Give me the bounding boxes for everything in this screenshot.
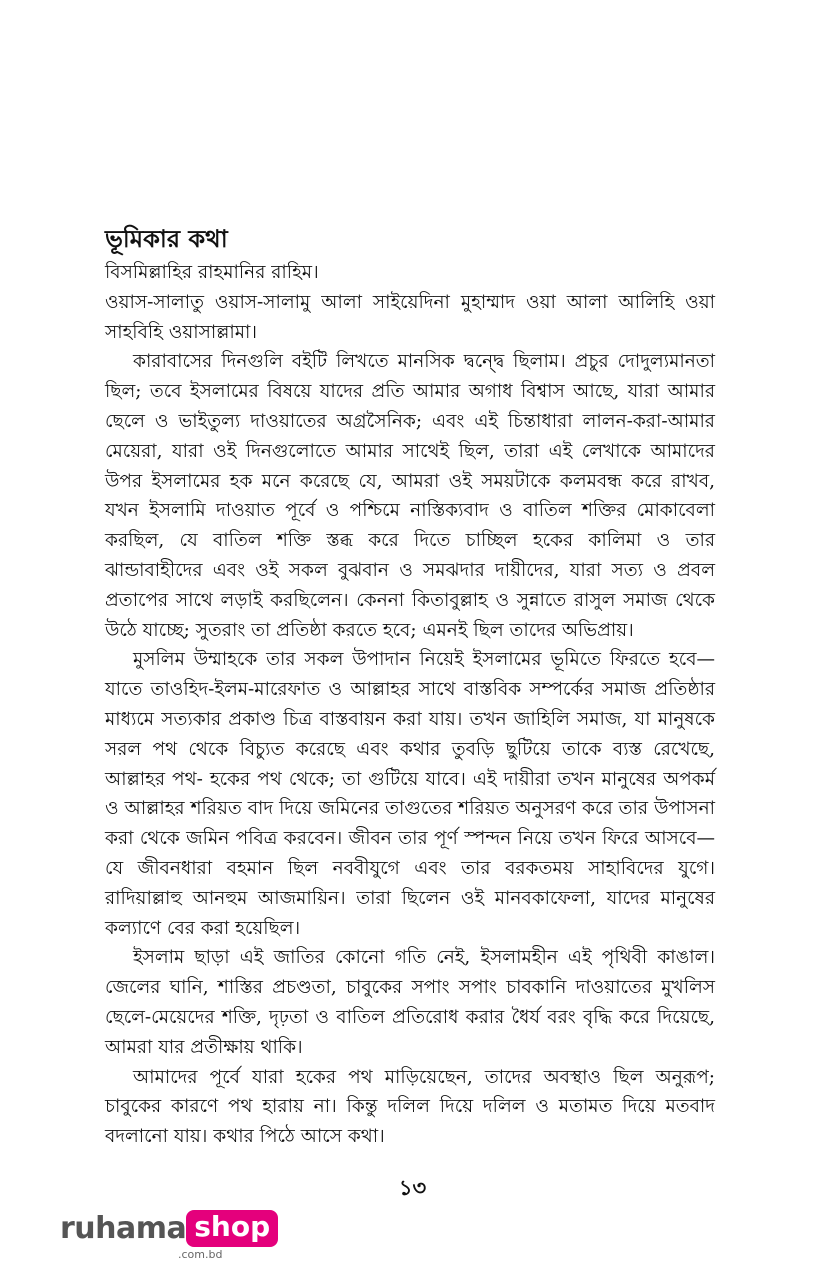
logo-domain: .com.bd (178, 1248, 223, 1261)
paragraph-4: আমাদের পূর্বে যারা হকের পথ মাড়িয়েছেন, তাদের অবস্থাও ছিল অনুরূপ; চাবুকের কারণে পথ হারায় না। কিন্তু দলিল দিয়ে দলিল ও মতামত দিয়ে মতবাদ বদলানো যায়। কথার পিঠে আসে কথা। (105, 1066, 715, 1148)
opening-line-bismillah: বিসমিল্লাহির রাহমানির রাহিম। (105, 262, 319, 283)
paragraph-3: ইসলাম ছাড়া এই জাতির কোনো গতি নেই, ইসলামহীন এই পৃথিবী কাঙাল। জেলের ঘানি, শাস্তির প্রচণ্ডতা, চাবুকের সপাং সপাং চাবকানি দাওয়াতের মুখলিস ছেলে-মেয়েদের শক্তি, দৃঢ়তা ও বাতিল প্রতিরোধ করার ধৈর্য বরং বৃদ্ধি করে দিয়েছে, আমরা যার প্রতীক্ষায় থাকি। (105, 947, 715, 1058)
page-number: ১৩ (398, 1175, 427, 1200)
page-body (105, 222, 715, 1152)
paragraph-2: মুসলিম উম্মাহকে তার সকল উপাদান নিয়েই ইসলামের ভূমিতে ফিরতে হবে—যাতে তাওহিদ-ইলম-মারেফাত ও আল্লাহর সাথে বাস্তবিক সম্পর্কের সমাজ প্রতিষ্ঠার মাধ্যমে সত্যকার প্রকাণ্ড চিত্র বাস্তবায়ন করা যায়। তখন জাহিলি সমাজ, যা মানুষকে সরল পথ থেকে বিচ্যুত করেছে এবং কথার তুবড়ি ছুটিয়ে তাকে ব্যস্ত রেখেছে, আল্লাহর পথ- হকের পথ থেকে; তা গুটিয়ে যাবে। এই দায়ীরা তখন মানুষের অপকর্ম ও আল্লাহর শরিয়ত বাদ দিয়ে জমিনের তাগুতের শরিয়ত অনুসরণ করে তার উপাসনা করা থেকে জমিন পবিত্র করবেন। জীবন তার পূর্ণ স্পন্দন নিয়ে তখন ফিরে আসবে—যে জীবনধারা বহমান ছিল নববীযুগে এবং তার বরকতময় সাহাবিদের যুগে। রাদিয়াল্লাহু আনহুম আজমায়িন। তারা ছিলেন ওই মানবকাফেলা, যাদের মানুষের কল্যাণে বের করা হয়েছিল। (105, 649, 715, 939)
section-heading: ভূমিকার কথা (105, 224, 228, 253)
watermark-logo (60, 1210, 278, 1260)
logo-brand-text: ruhama (60, 1211, 187, 1246)
paragraph-1: কারাবাসের দিনগুলি বইটি লিখতে মানসিক দ্বন্দ্বে ছিলাম। প্রচুর দোদুল্যমানতা ছিল; তবে ইসলামের বিষয়ে যাদের প্রতি আমার অগাধ বিশ্বাস আছে, যারা আমার ছেলে ও ভাইতুল্য দাওয়াতের অগ্রসৈনিক; এবং এই চিন্তাধারা লালন-করা-আমার মেয়েরা, যারা ওই দিনগুলোতে আমার সাথেই ছিল, তারা এই লেখাকে আমাদের উপর ইসলামের হক মনে করেছে যে, আমরা ওই সময়টাকে কলমবন্ধ করে রাখব, যখন ইসলামি দাওয়াত পূর্বে ও পশ্চিমে নাস্তিক্যবাদ ও বাতিল শক্তির মোকাবেলা করছিল, যে বাতিল শক্তি স্তব্ধ করে দিতে চাচ্ছিল হকের কালিমা ও তার ঝান্ডাবাহীদের এবং ওই সকল বুঝবান ও সমঝদার দায়ীদের, যারা সত্য ও প্রবল প্রতাপের সাথে লড়াই করছিলেন। কেননা কিতাবুল্লাহ ও সুন্নাতে রাসুল সমাজ থেকে উঠে যাচ্ছে; সুতরাং তা প্রতিষ্ঠা করতে হবে; এমনই ছিল তাদের অভিপ্রায়। (105, 351, 715, 641)
logo-badge: shop (186, 1210, 278, 1247)
opening-line-salawat: ওয়াস-সালাতু ওয়াস-সালামু আলা সাইয়েদিনা মুহাম্মাদ ওয়া আলা আলিহি ওয়া সাহবিহি ওয়াসাল্লামা। (105, 291, 715, 343)
